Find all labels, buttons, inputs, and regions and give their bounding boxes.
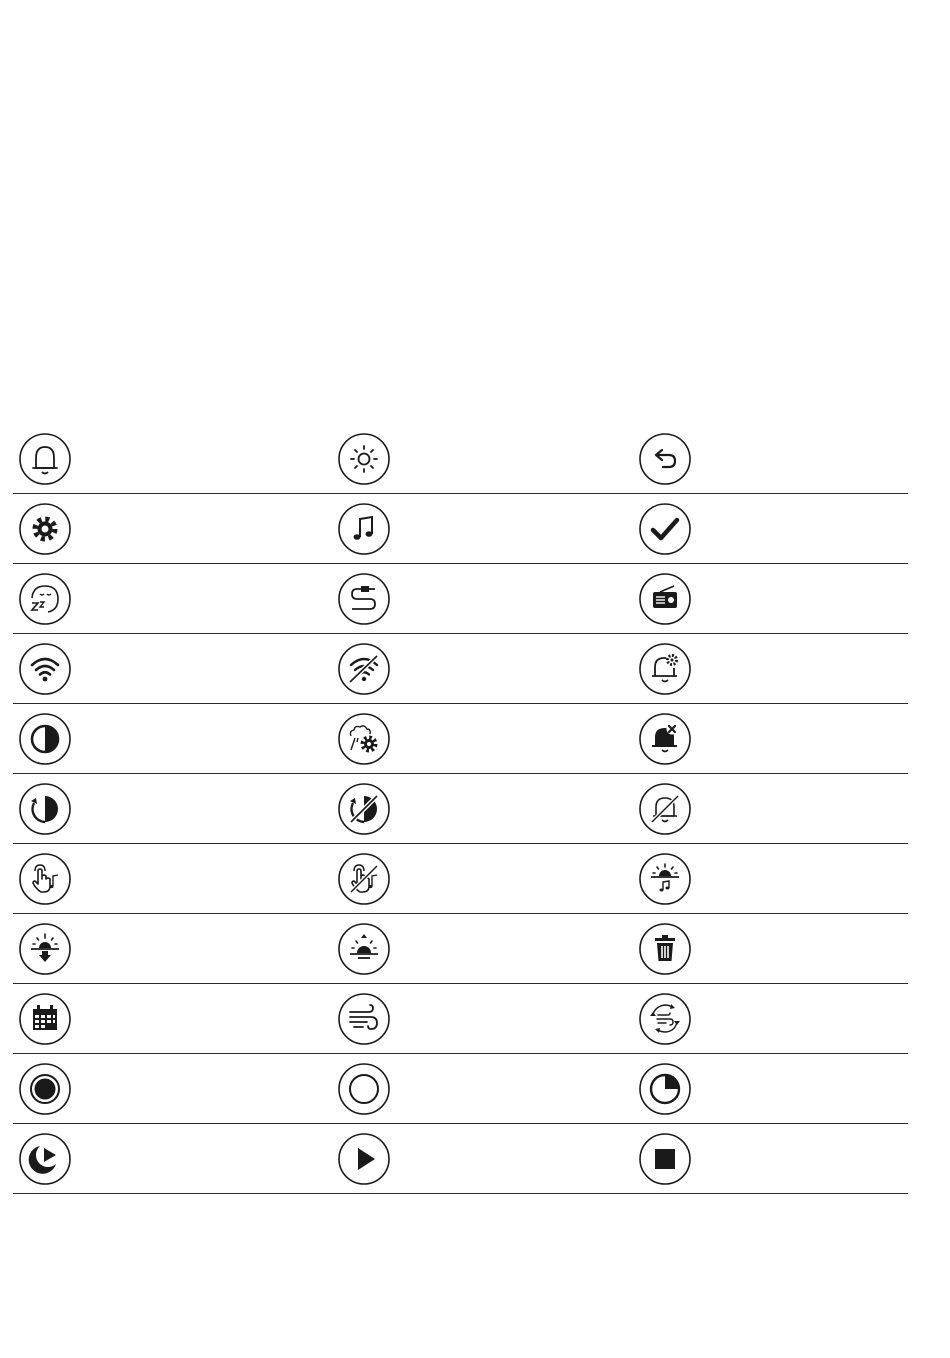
table-row (13, 984, 908, 1054)
touch-music-off-icon (337, 852, 391, 906)
wind-cycle-icon (638, 992, 692, 1046)
play-icon (337, 1132, 391, 1186)
bell-icon (18, 432, 72, 486)
brightness-icon (337, 432, 391, 486)
calendar-icon (18, 992, 72, 1046)
aux-cable-icon (337, 572, 391, 626)
trash-icon (638, 922, 692, 976)
table-row (13, 844, 908, 914)
wind-icon (337, 992, 391, 1046)
alarm-settings-icon (638, 642, 692, 696)
touch-music-icon (18, 852, 72, 906)
table-row (13, 424, 908, 494)
sunrise-up-icon (337, 922, 391, 976)
music-note-icon (337, 502, 391, 556)
sunset-down-icon (18, 922, 72, 976)
checkmark-icon (638, 502, 692, 556)
table-row (13, 774, 908, 844)
radio-selected-icon (18, 1062, 72, 1116)
icon-table (13, 424, 908, 1194)
table-row (13, 564, 908, 634)
sunrise-music-icon (638, 852, 692, 906)
radio-icon (638, 572, 692, 626)
table-row (13, 914, 908, 984)
table-row (13, 1054, 908, 1124)
night-play-icon (18, 1132, 72, 1186)
table-row (13, 494, 908, 564)
cloud-settings-icon (337, 712, 391, 766)
timer-pie-icon (638, 1062, 692, 1116)
contrast-icon (18, 712, 72, 766)
radio-empty-icon (337, 1062, 391, 1116)
wifi-off-icon (337, 642, 391, 696)
alarm-delete-icon (638, 712, 692, 766)
table-row (13, 704, 908, 774)
auto-contrast-off-icon (337, 782, 391, 836)
table-row (13, 1124, 908, 1194)
auto-contrast-icon (18, 782, 72, 836)
wifi-icon (18, 642, 72, 696)
alarm-off-icon (638, 782, 692, 836)
settings-gear-icon (18, 502, 72, 556)
back-arrow-icon (638, 432, 692, 486)
stop-icon (638, 1132, 692, 1186)
sleep-zzz-icon (18, 572, 72, 626)
table-row (13, 634, 908, 704)
